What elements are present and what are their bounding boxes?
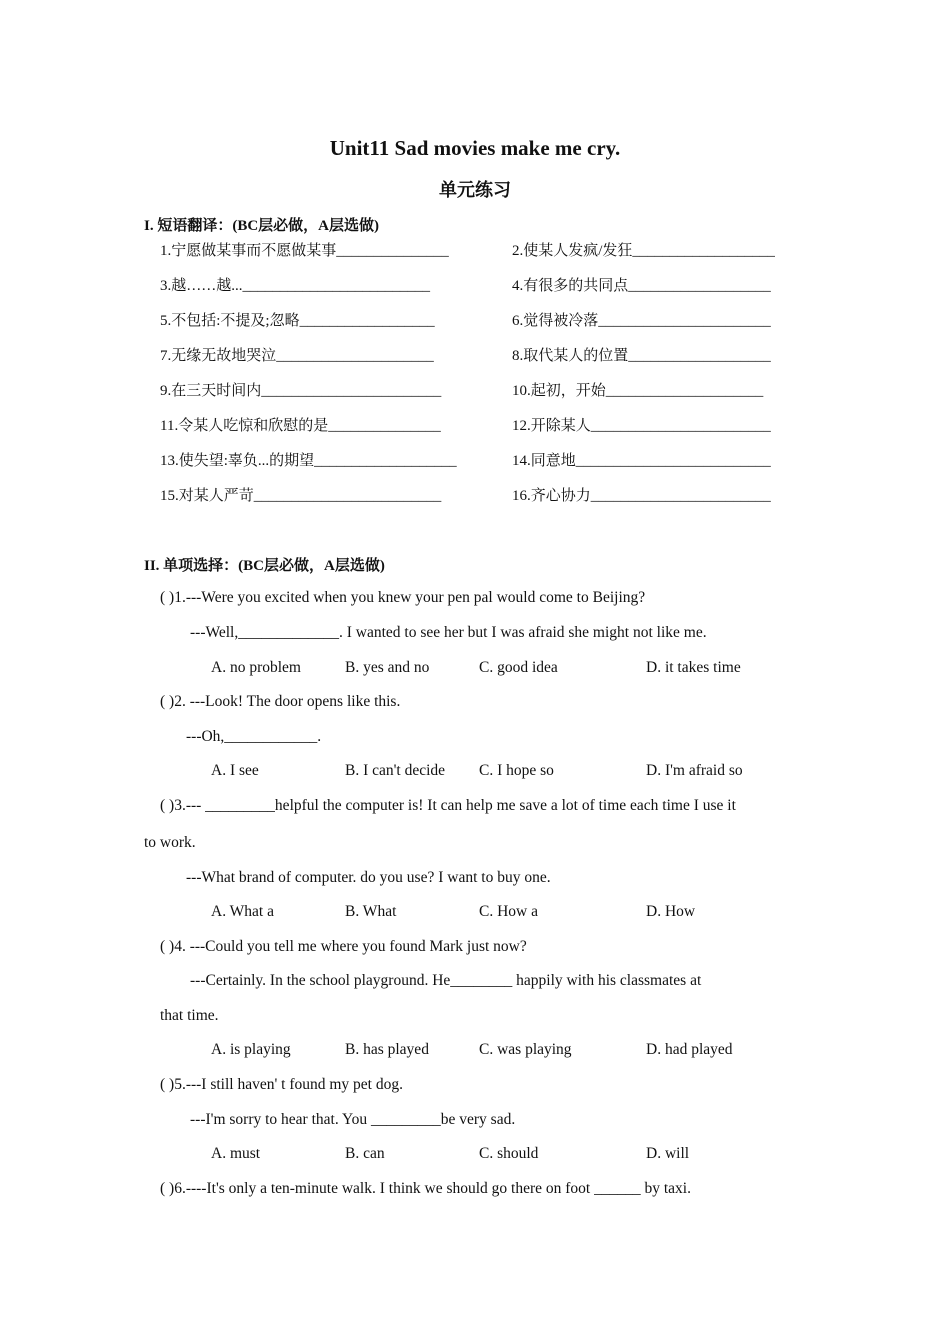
phrase-item: 7.无缘无故地哭泣_____________________ <box>160 348 434 364</box>
phrase-item: 10.起初，开始_____________________ <box>512 383 764 399</box>
question-1-option-d: D. it takes time <box>646 659 741 676</box>
question-1-stem: ( )1.---Were you excited when you knew your pen pal would come to Beijing? <box>160 589 646 606</box>
phrase-item: 5.不包括:不提及;忽略__________________ <box>160 313 435 329</box>
question-3-option-a: A. What a <box>211 903 274 920</box>
question-3-option-c: C. How a <box>479 903 538 920</box>
question-6-stem: ( )6.----It's only a ten-minute walk. I think we should go there on foot ______ by taxi. <box>160 1180 691 1197</box>
question-1-option-a: A. no problem <box>211 659 301 676</box>
question-3-option-b: B. What <box>345 903 397 920</box>
phrase-item: 1.宁愿做某事而不愿做某事_______________ <box>160 243 449 259</box>
section1-heading: I. 短语翻译：(BC层必做，A层选做) <box>144 218 379 234</box>
phrase-item: 6.觉得被冷落_______________________ <box>512 313 771 329</box>
question-2-dialogue: ---Oh,____________. <box>186 728 322 745</box>
section2-heading: II. 单项选择：(BC层必做，A层选做) <box>144 558 385 574</box>
page-subtitle: 单元练习 <box>439 180 511 200</box>
question-2-option-a: A. I see <box>211 762 259 779</box>
question-3-dialogue: ---What brand of computer. do you use? I want to buy one. <box>186 869 551 886</box>
question-5-option-d: D. will <box>646 1145 690 1162</box>
page-title: Unit11 Sad movies make me cry. <box>329 136 621 160</box>
question-3-option-d: D. How <box>646 903 696 920</box>
question-2-option-d: D. I'm afraid so <box>646 762 743 779</box>
phrase-item: 14.同意地__________________________ <box>512 453 771 469</box>
phrase-item: 15.对某人严苛_________________________ <box>160 488 442 504</box>
phrase-item: 16.齐心协力________________________ <box>512 488 771 504</box>
question-5-dialogue: ---I'm sorry to hear that. You _________be very sad. <box>190 1111 516 1128</box>
question-2-option-b: B. I can't decide <box>345 762 446 779</box>
phrase-item: 9.在三天时间内________________________ <box>160 383 442 399</box>
question-1-option-b: B. yes and no <box>345 659 430 676</box>
question-4-dialogue: ---Certainly. In the school playground. He________ happily with his classmates at <box>190 972 702 989</box>
question-4-stem: ( )4. ---Could you tell me where you found Mark just now? <box>160 938 527 955</box>
phrase-item: 12.开除某人________________________ <box>512 418 771 434</box>
question-5-option-b: B. can <box>345 1145 385 1162</box>
phrase-item: 3.越……越..._________________________ <box>160 278 431 294</box>
question-5-option-c: C. should <box>479 1145 539 1162</box>
question-3-stem-wrap: to work. <box>144 834 196 851</box>
question-2-option-c: C. I hope so <box>479 762 554 779</box>
question-2-stem: ( )2. ---Look! The door opens like this. <box>160 693 401 710</box>
question-4-option-a: A. is playing <box>211 1041 291 1058</box>
question-5-stem: ( )5.---I still haven' t found my pet dog. <box>160 1076 403 1093</box>
question-4-option-c: C. was playing <box>479 1041 572 1058</box>
question-5-option-a: A. must <box>211 1145 261 1162</box>
question-4-dialogue-wrap: that time. <box>160 1007 219 1024</box>
phrase-item: 4.有很多的共同点___________________ <box>512 278 771 294</box>
question-4-option-d: D. had played <box>646 1041 733 1058</box>
phrase-item: 2.使某人发疯/发狂___________________ <box>512 243 775 259</box>
phrase-item: 13.使失望:辜负...的期望___________________ <box>160 453 457 469</box>
question-1-dialogue: ---Well,_____________. I wanted to see her but I was afraid she might not like me. <box>190 624 707 641</box>
question-1-option-c: C. good idea <box>479 659 558 676</box>
phrase-item: 8.取代某人的位置___________________ <box>512 348 771 364</box>
question-4-option-b: B. has played <box>345 1041 429 1058</box>
question-3-stem: ( )3.--- _________helpful the computer is! It can help me save a lot of time each time I use it <box>160 797 736 814</box>
phrase-item: 11.令某人吃惊和欣慰的是_______________ <box>160 418 441 434</box>
